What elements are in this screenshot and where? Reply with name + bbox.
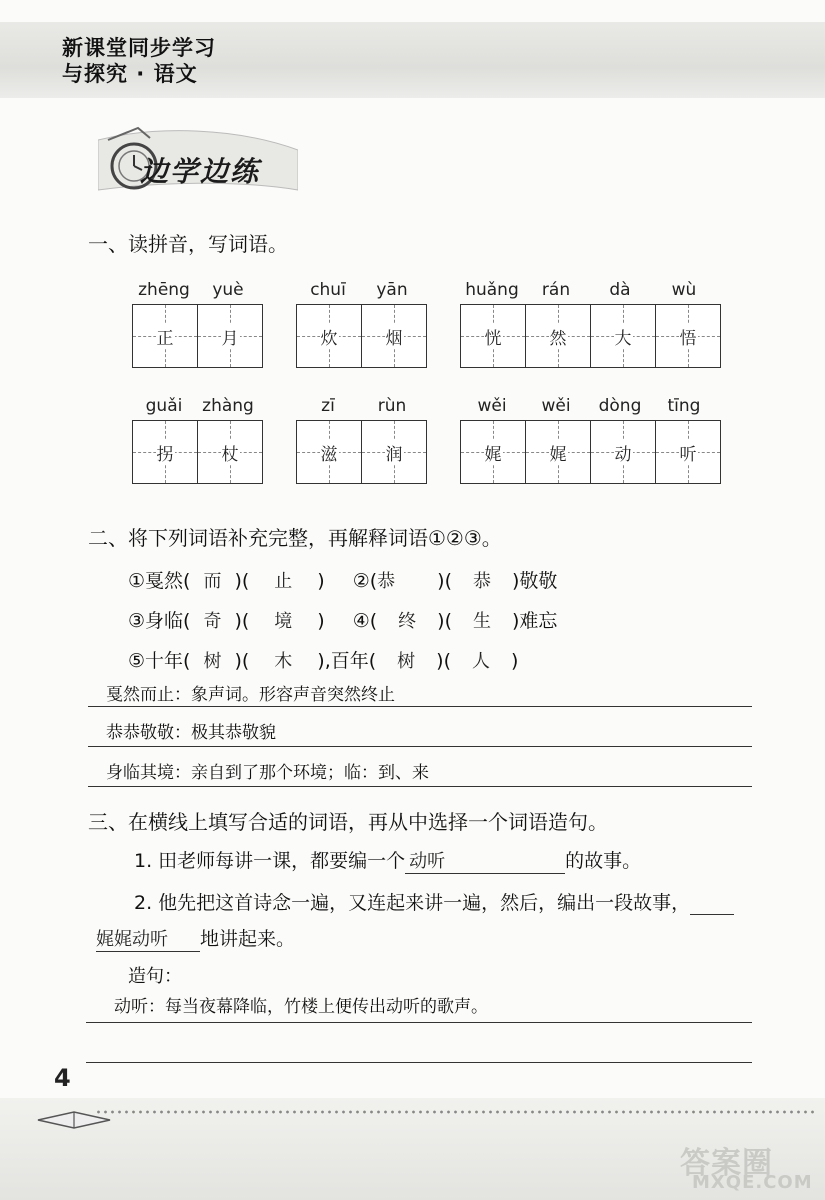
character-grid [460, 304, 721, 368]
pinyin-label: zhēng [138, 280, 190, 300]
zaoju-answer: 动听：每当夜幕降临，竹楼上便传出动听的歌声。 [114, 997, 488, 1017]
book-icon [34, 1090, 114, 1130]
character-answer: 拐 [156, 440, 175, 465]
pinyin-label: tīng [667, 396, 701, 416]
character-answer: 月 [221, 324, 240, 349]
fill-line-2: ③身临( 奇 )( 境 ) ④( 终 )( 生 )难忘 [128, 610, 558, 632]
character-cell[interactable] [297, 305, 362, 367]
pinyin-label: dà [609, 280, 631, 300]
sentence-2: 2. 他先把这首诗念一遍，又连起来讲一遍，然后，编出一段故事， [134, 888, 734, 915]
character-cell[interactable] [133, 421, 198, 483]
character-cell[interactable] [461, 305, 526, 367]
fill-line-3: ⑤十年( 树 )( 木 ),百年( 树 )( 人 ) [128, 650, 519, 672]
character-answer: 烟 [385, 324, 404, 349]
character-cell[interactable] [133, 305, 198, 367]
character-cell[interactable] [526, 421, 591, 483]
character-answer: 正 [156, 324, 175, 349]
answer-line-2: 恭恭敬敬：极其恭敬貌 [106, 723, 276, 743]
pinyin-label: wěi [477, 396, 507, 416]
character-cell[interactable] [362, 305, 426, 367]
answer-rule [88, 746, 752, 747]
character-answer: 炊 [320, 324, 339, 349]
character-grid [132, 420, 263, 484]
pinyin-label: dòng [598, 396, 642, 416]
character-cell[interactable] [526, 305, 591, 367]
pinyin-label: yuè [212, 280, 244, 300]
character-cell[interactable] [656, 305, 720, 367]
character-cell[interactable] [198, 305, 262, 367]
character-grid [460, 420, 721, 484]
pinyin-label: chuī [310, 280, 346, 300]
page-number: 4 [54, 1064, 71, 1092]
character-cell[interactable] [461, 421, 526, 483]
fill-line-1: ①戛然( 而 )( 止 ) ②(恭 )( 恭 )敬敬 [128, 570, 558, 592]
character-cell[interactable] [591, 305, 656, 367]
character-grid [296, 304, 427, 368]
pinyin-label: zhàng [202, 396, 254, 416]
character-answer: 娓 [549, 440, 568, 465]
book-title-line2: 与探究 · 语文 [62, 62, 198, 86]
pinyin-label: rùn [377, 396, 407, 416]
answer-line-3: 身临其境：亲自到了那个环境；临：到、来 [106, 763, 429, 783]
pinyin-label: yān [376, 280, 408, 300]
sentence-1: 1. 田老师每讲一课，都要编一个 动听 的故事。 [134, 846, 641, 874]
watermark-url: MXQE.COM [692, 1172, 813, 1193]
question-2-title: 二、将下列词语补充完整，再解释词语①②③。 [88, 526, 502, 550]
character-answer: 恍 [484, 324, 503, 349]
question-1-title: 一、读拼音，写词语。 [88, 232, 288, 256]
pinyin-label: wù [671, 280, 697, 300]
answer-rule [86, 1062, 752, 1063]
answer-rule [86, 1022, 752, 1023]
pinyin-label: huǎng [465, 280, 519, 300]
pinyin-label: wěi [541, 396, 571, 416]
character-answer: 听 [679, 440, 698, 465]
answer-rule [88, 786, 752, 787]
zaoju-label: 造句： [128, 966, 182, 987]
character-cell[interactable] [297, 421, 362, 483]
character-answer: 动 [614, 440, 633, 465]
character-answer: 杖 [221, 440, 240, 465]
character-answer: 大 [614, 324, 633, 349]
character-cell[interactable] [362, 421, 426, 483]
character-cell[interactable] [198, 421, 262, 483]
sentence-2-cont: 娓娓动听 地讲起来。 [96, 924, 295, 952]
book-title-line1: 新课堂同步学习 [62, 36, 216, 60]
character-cell[interactable] [591, 421, 656, 483]
watermark-logo: 答案圈 [680, 1146, 773, 1181]
answer-line-1: 戛然而止：象声词。形容声音突然终止 [106, 685, 395, 705]
character-cell[interactable] [656, 421, 720, 483]
character-grid [296, 420, 427, 484]
section-title: 边学边练 [140, 155, 261, 188]
character-answer: 娓 [484, 440, 503, 465]
character-grid [132, 304, 263, 368]
answer-rule [88, 706, 752, 707]
pinyin-label: zī [321, 396, 335, 416]
character-answer: 悟 [679, 324, 698, 349]
character-answer: 然 [549, 324, 568, 349]
character-answer: 滋 [320, 440, 339, 465]
pinyin-label: rán [541, 280, 571, 300]
character-answer: 润 [385, 440, 404, 465]
question-3-title: 三、在横线上填写合适的词语，再从中选择一个词语造句。 [88, 810, 608, 834]
footer-dots [95, 1108, 815, 1118]
pinyin-label: guǎi [145, 396, 183, 416]
